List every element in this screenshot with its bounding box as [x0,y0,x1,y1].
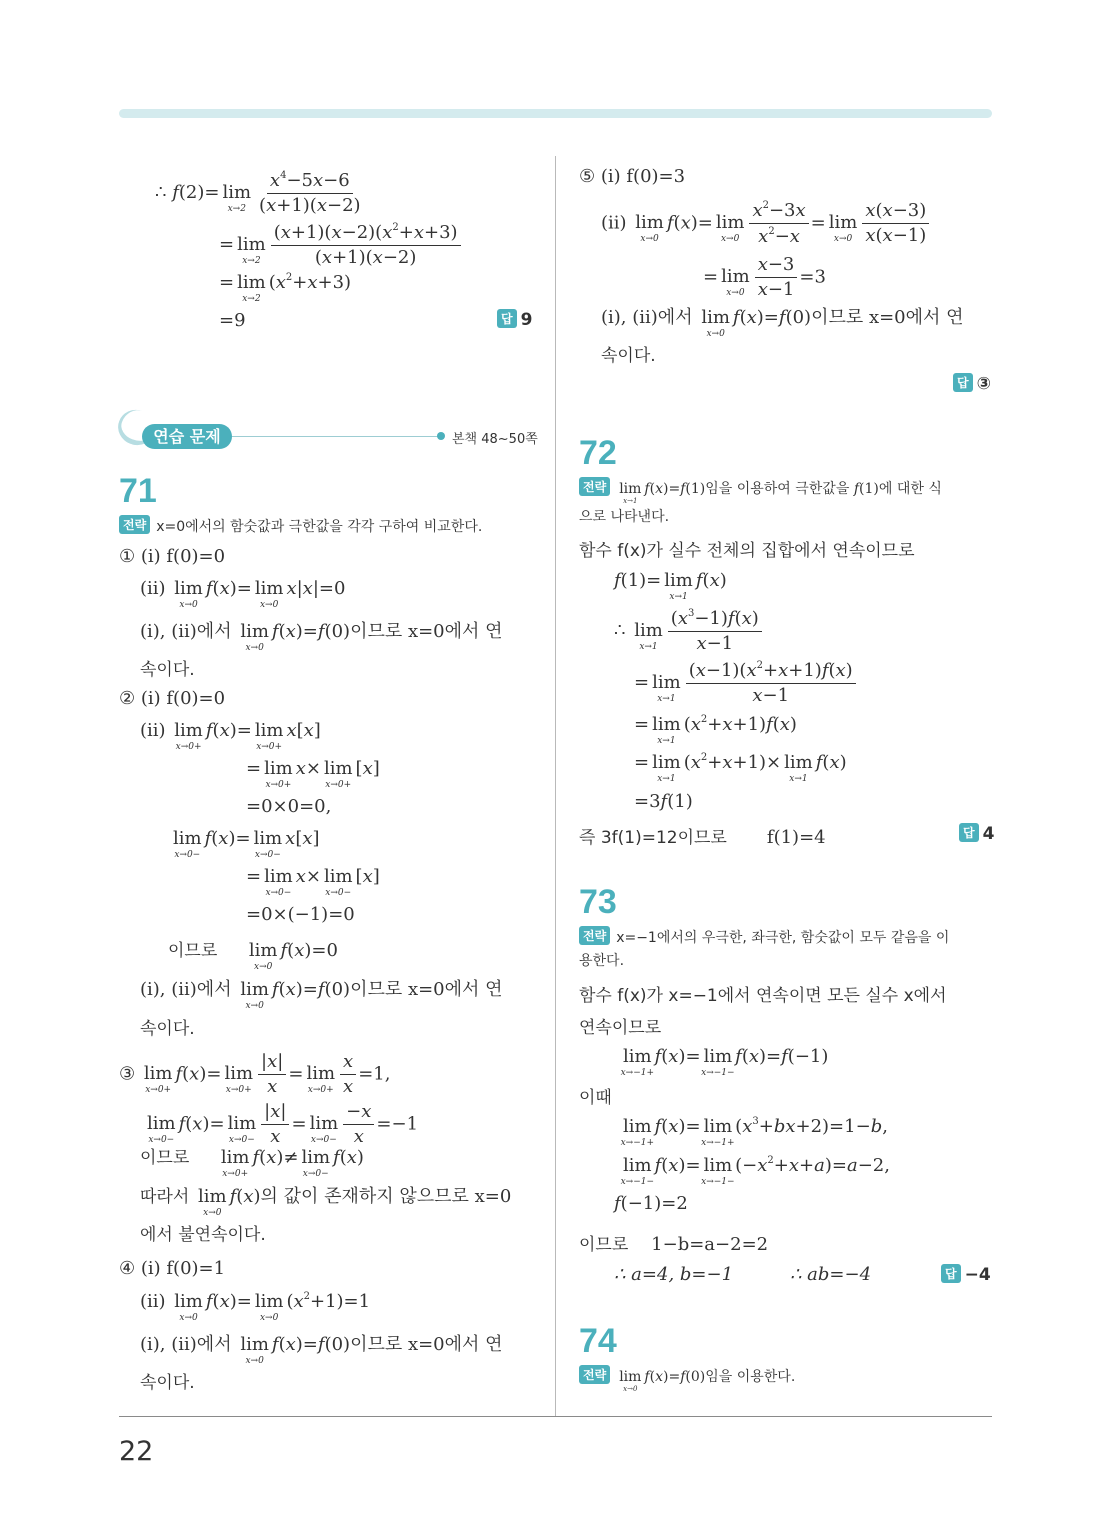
p71-case2-ii-c: =0×0=0, [246,796,332,817]
section-dot [437,432,445,440]
strategy-74: 전략 lim x→0 f(x)=f(0)임을 이용한다. [579,1365,795,1386]
p71-case2-ii-b: = lim x→0+ x× lim x→0+ [x] [246,758,380,790]
p71-case1-conclusion: (i), (ii)에서 lim x→0 f(x)=f(0)이므로 x=0에서 연 [140,621,503,653]
p71-case5-ii-a: (ii) lim x→0 f(x)= lim x→0 $\frac{x^2-3x}{x^2-x}$ = lim x→0 $\frac{x(x-3)}{x(x-1)}$ [601,200,931,247]
p72-line4: = lim x→1 $\frac{(x-1)(x^2+x+1)f(x)}{x-1}$ [634,660,858,706]
p72-line7: =3f(1) [634,791,693,812]
p71-case2-ii-g: 이므로 lim x→0 f(x)=0 [168,940,338,972]
p73-line2: 연속이므로 [579,1018,662,1038]
p72-conclude: 즉 3f(1)=12이므로 f(1)=4 [579,827,826,848]
p71-case4-ii: (ii) lim x→0 f(x)= lim x→0 $(x^2+1)=1$ [140,1291,371,1323]
p71-case2-i: ② (i) f(0)=0 [119,688,226,709]
p71-case1-cont: 속이다. [140,660,195,680]
p71-case4-cont: 속이다. [140,1373,195,1393]
p73-line4: lim x→−1+ f(x)= lim x→−1+ $(x^3+bx+2)=1-b$, [620,1116,888,1148]
p71-case1-i: ① (i) f(0)=0 [119,546,226,567]
p71-case3-c: 이므로 lim x→0+ f(x)≠ lim x→0− f(x) [140,1147,364,1179]
strategy-71: 전략 x=0에서의 함숫값과 극한값을 각각 구하여 비교한다. [119,515,482,536]
intro-line-2: = lim x→2 $\frac{(x+1)(x-2)(x^2+x+3)}{(x+1)(x-2)}$ [219,222,463,268]
p73-result-1: ∴ a=4, b=−1 [614,1264,734,1285]
p71-case5-i: ⑤ (i) f(0)=3 [579,166,686,187]
footer-rule [119,1416,992,1417]
p71-case5-conclusion: (i), (ii)에서 lim x→0 f(x)=f(0)이므로 x=0에서 연 [601,307,964,339]
p72-line3: ∴ lim x→1 $\frac{(x^3-1)f(x)}{x-1}$ [614,608,764,654]
strategy-72-a: 전략 lim x→1 f(x)=f(1)임을 이용하여 극한값을 f(1)에 대한 식 [579,477,942,498]
p71-case2-ii-d: lim x→0− f(x)= lim x→0− x[x] [173,828,320,860]
p72-answer: 답 4 [959,823,994,844]
section-rule [232,436,439,437]
p71-case3-e: 에서 불연속이다. [140,1225,266,1245]
p73-answer: 답 −4 [941,1264,991,1285]
problem-number-74: 74 [579,1322,617,1360]
top-bar [119,109,992,118]
page-number: 22 [119,1436,154,1467]
section-reference: 본책 48~50쪽 [452,432,538,447]
intro-line-3: = lim x→2 $(x^2+x+3)$ [219,272,352,304]
p71-case5-cont: 속이다. [601,346,656,366]
p73-line5: lim x→−1− f(x)= lim x→−1− $(-x^2+x+a)=a-2$, [620,1155,890,1187]
intro-answer: 답 9 [497,309,532,330]
p73-line6: f(−1)=2 [614,1193,688,1214]
problem-number-73: 73 [579,883,617,921]
strategy-73-b: 용한다. [579,953,625,969]
p73-line3: lim x→−1+ f(x)= lim x→−1− f(x)=f(−1) [620,1046,829,1078]
p71-case4-i: ④ (i) f(0)=1 [119,1258,226,1279]
problem-number-72: 72 [579,434,617,472]
p73-result-2: ∴ ab=−4 [790,1264,872,1285]
p71-case2-ii-f: =0×(−1)=0 [246,904,355,925]
column-divider [555,156,556,1416]
p71-case3-d: 따라서 lim x→0 f(x)의 값이 존재하지 않으므로 x=0 [140,1186,512,1218]
intro-line-4: =9 [219,310,246,331]
p71-case3-a: ③ lim x→0+ f(x)= lim x→0+ $\frac{|x|}{x}$ = lim x→0+ $\frac{x}{x}$ =1, [119,1051,391,1097]
p73-line1: 함수 f(x)가 x=−1에서 연속이면 모든 실수 x에서 [579,986,947,1006]
p72-line1: 함수 f(x)가 실수 전체의 집합에서 연속이므로 [579,541,915,561]
strategy-73-a: 전략 x=−1에서의 우극한, 좌극한, 함숫값이 모두 같음을 이 [579,926,949,947]
problem-number-71: 71 [119,472,157,510]
p72-line5: = lim x→1 $(x^2+x+1)f(x)$ [634,714,797,746]
strategy-72-b: 으로 나타낸다. [579,509,670,525]
p71-answer: 답 ③ [953,373,991,394]
p71-case3-b: lim x→0− f(x)= lim x→0− $\frac{|x|}{x}$ = lim x→0− $\frac{-x}{x}$ =−1 [147,1101,419,1147]
p71-case2-ii-a: (ii) lim x→0+ f(x)= lim x→0+ x[x] [140,720,321,752]
p71-case5-ii-b: = lim x→0 $\frac{x-3}{x-1}$ =3 [703,254,826,300]
p72-line2: f(1)= lim x→1 f(x) [614,570,727,602]
p73-itte: 이때 [579,1088,612,1108]
section-title: 연습 문제 [142,424,232,449]
p73-line7: 이므로 1−b=a−2=2 [579,1234,769,1255]
p71-case2-conclusion: (i), (ii)에서 lim x→0 f(x)=f(0)이므로 x=0에서 연 [140,979,503,1011]
intro-line-1: ∴ f(2)= lim x→2 $\frac{x^4-5x-6}{(x+1)(x-2)}$ [155,170,361,216]
p72-line6: = lim x→1 $(x^2+x+1)\times \lim$ x→1 f(x) [634,752,847,784]
p71-case1-ii: (ii) lim x→0 f(x)= lim x→0 x|x|=0 [140,578,346,610]
p71-case4-conclusion: (i), (ii)에서 lim x→0 f(x)=f(0)이므로 x=0에서 연 [140,1334,503,1366]
p71-case2-ii-e: = lim x→0− x× lim x→0− [x] [246,866,380,898]
p71-case2-cont: 속이다. [140,1019,195,1039]
